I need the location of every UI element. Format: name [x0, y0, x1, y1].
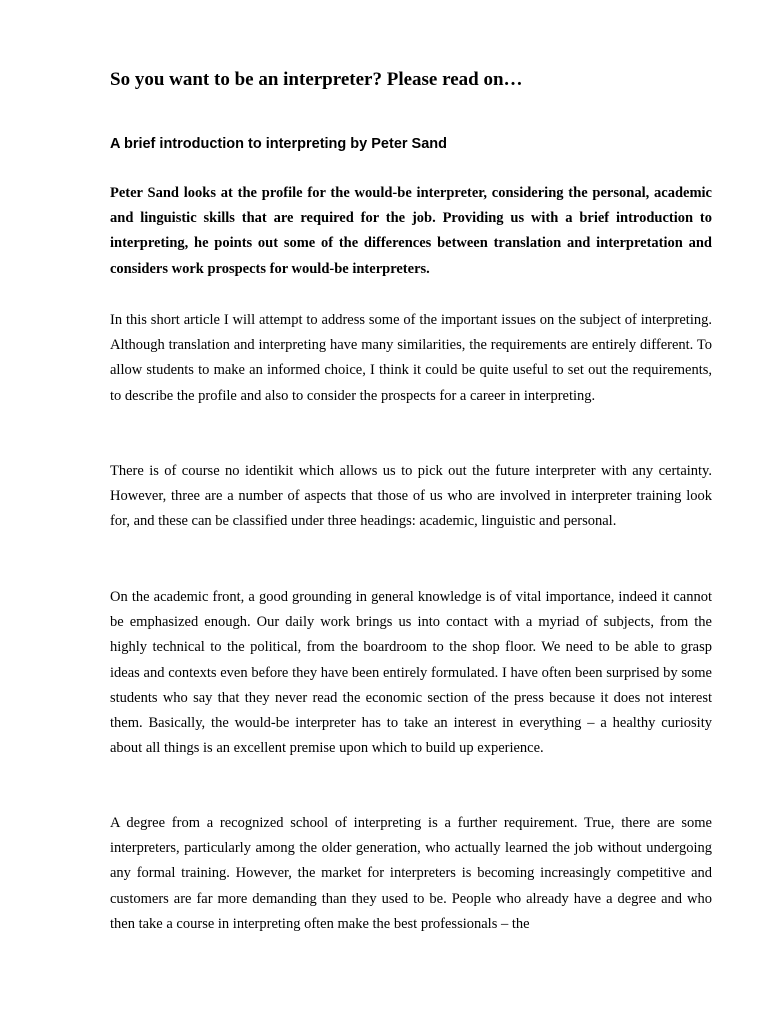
body-paragraph-4: A degree from a recognized school of interpreting is a further requirement. True, there are some interpreters, particularly among the older generation, who actually learned the job without undergoing any formal training. However, the market for interpreters is becoming increasingly competitive and customers are far more demanding than they used to be. People who already have a degree and who then take a course in interpreting often make the best professionals – the — [110, 815, 712, 932]
body-paragraph-3: On the academic front, a good grounding in general knowledge is of vital importance, indeed it cannot be emphasized enough. Our daily work brings us into contact with a myriad of subjects, from the highly technical to the political, from the boardroom to the shop floor. We need to be able to grasp ideas and contexts even before they have been entirely formulated. I have often been surprised by some students who say that they never read the economic section of the press because it does not interest them. Basically, the would-be interpreter has to take an interest in everything – a healthy curiosity about all things is an excellent premise upon which to build up experience. — [110, 589, 712, 757]
article-subtitle: A brief introduction to interpreting by Peter Sand — [110, 136, 448, 152]
article-title: So you want to be an interpreter? Please read on… — [110, 69, 523, 90]
body-paragraph-2: There is of course no identikit which allows us to pick out the future interpreter with any certainty. However, three are a number of aspects that those of us who are involved in interpreter training look for, and these can be classified under three headings: academic, linguistic and personal. — [110, 463, 712, 530]
body-paragraph-1: In this short article I will attempt to address some of the important issues on the subject of interpreting. Although translation and interpreting have many similarities, the requirements are entirely different. To allow students to make an informed choice, I think it could be quite useful to set out the requirements, to describe the profile and also to consider the prospects for a career in interpreting. — [110, 312, 712, 404]
article-abstract: Peter Sand looks at the profile for the would-be interpreter, considering the personal, academic and linguistic skills that are required for the job. Providing us with a brief introduction to interpreting, he points out some of the differences between translation and interpretation and considers work prospects for would-be interpreters. — [110, 185, 712, 277]
